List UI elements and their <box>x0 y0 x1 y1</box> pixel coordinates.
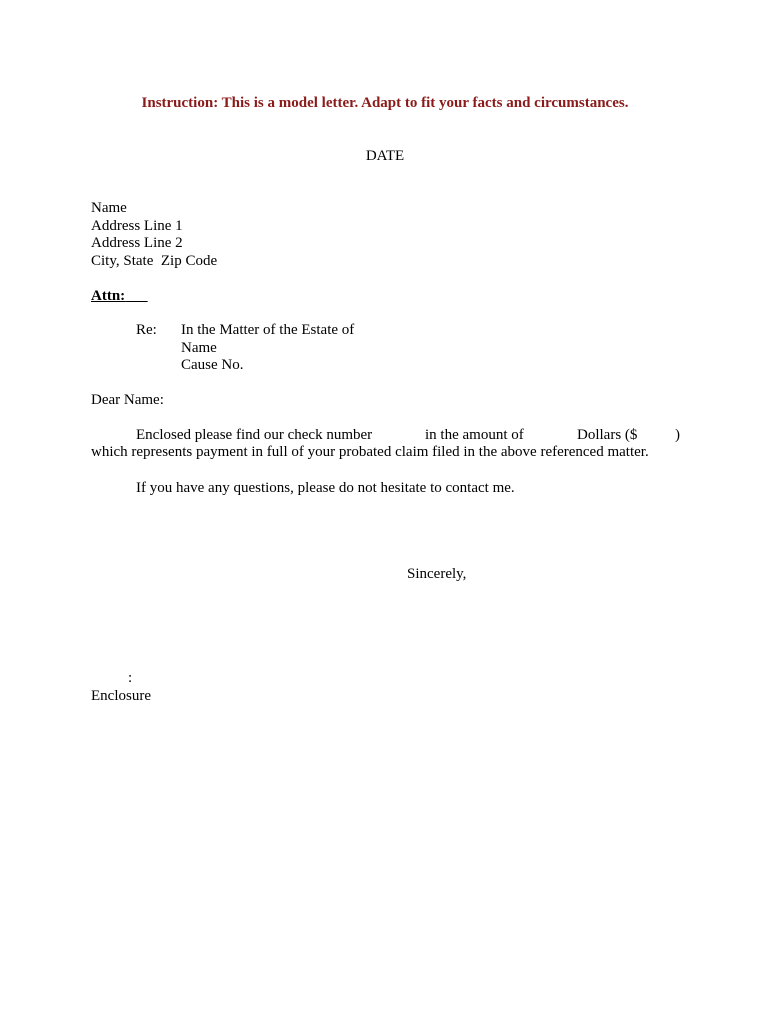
re-line-3: Cause No. <box>181 357 244 373</box>
recipient-address-line-1: Address Line 1 <box>91 218 183 234</box>
instruction-note: Instruction: This is a model letter. Adapt to fit your facts and circumstances. <box>141 95 629 111</box>
recipient-name: Name <box>91 200 127 216</box>
enclosure-notation: Enclosure <box>91 688 151 704</box>
re-label: Re: <box>136 322 157 338</box>
re-line-1: In the Matter of the Estate of <box>181 322 355 338</box>
body-p1-line-2: which represents payment in full of your probated claim filed in the above referenced matter. <box>91 444 649 460</box>
typist-initials: : <box>128 670 133 686</box>
body-p1-close-paren: ) <box>675 427 680 443</box>
body-paragraph-2: If you have any questions, please do not hesitate to contact me. <box>136 480 515 496</box>
body-p1-dollars-text: Dollars ($ <box>577 427 638 443</box>
body-p1-amount-text: in the amount of <box>425 427 524 443</box>
closing-sincerely: Sincerely, <box>407 566 467 582</box>
body-p1-check-number-text: Enclosed please find our check number <box>136 427 373 443</box>
recipient-city-state-zip: City, State Zip Code <box>91 253 218 269</box>
recipient-address-line-2: Address Line 2 <box>91 235 183 251</box>
re-line-2: Name <box>181 340 217 356</box>
attn-line <box>91 288 148 305</box>
attn-blank <box>125 288 148 304</box>
salutation: Dear Name: <box>91 392 164 408</box>
letter-date: DATE <box>365 148 405 164</box>
attn-label: Attn: <box>91 288 126 304</box>
